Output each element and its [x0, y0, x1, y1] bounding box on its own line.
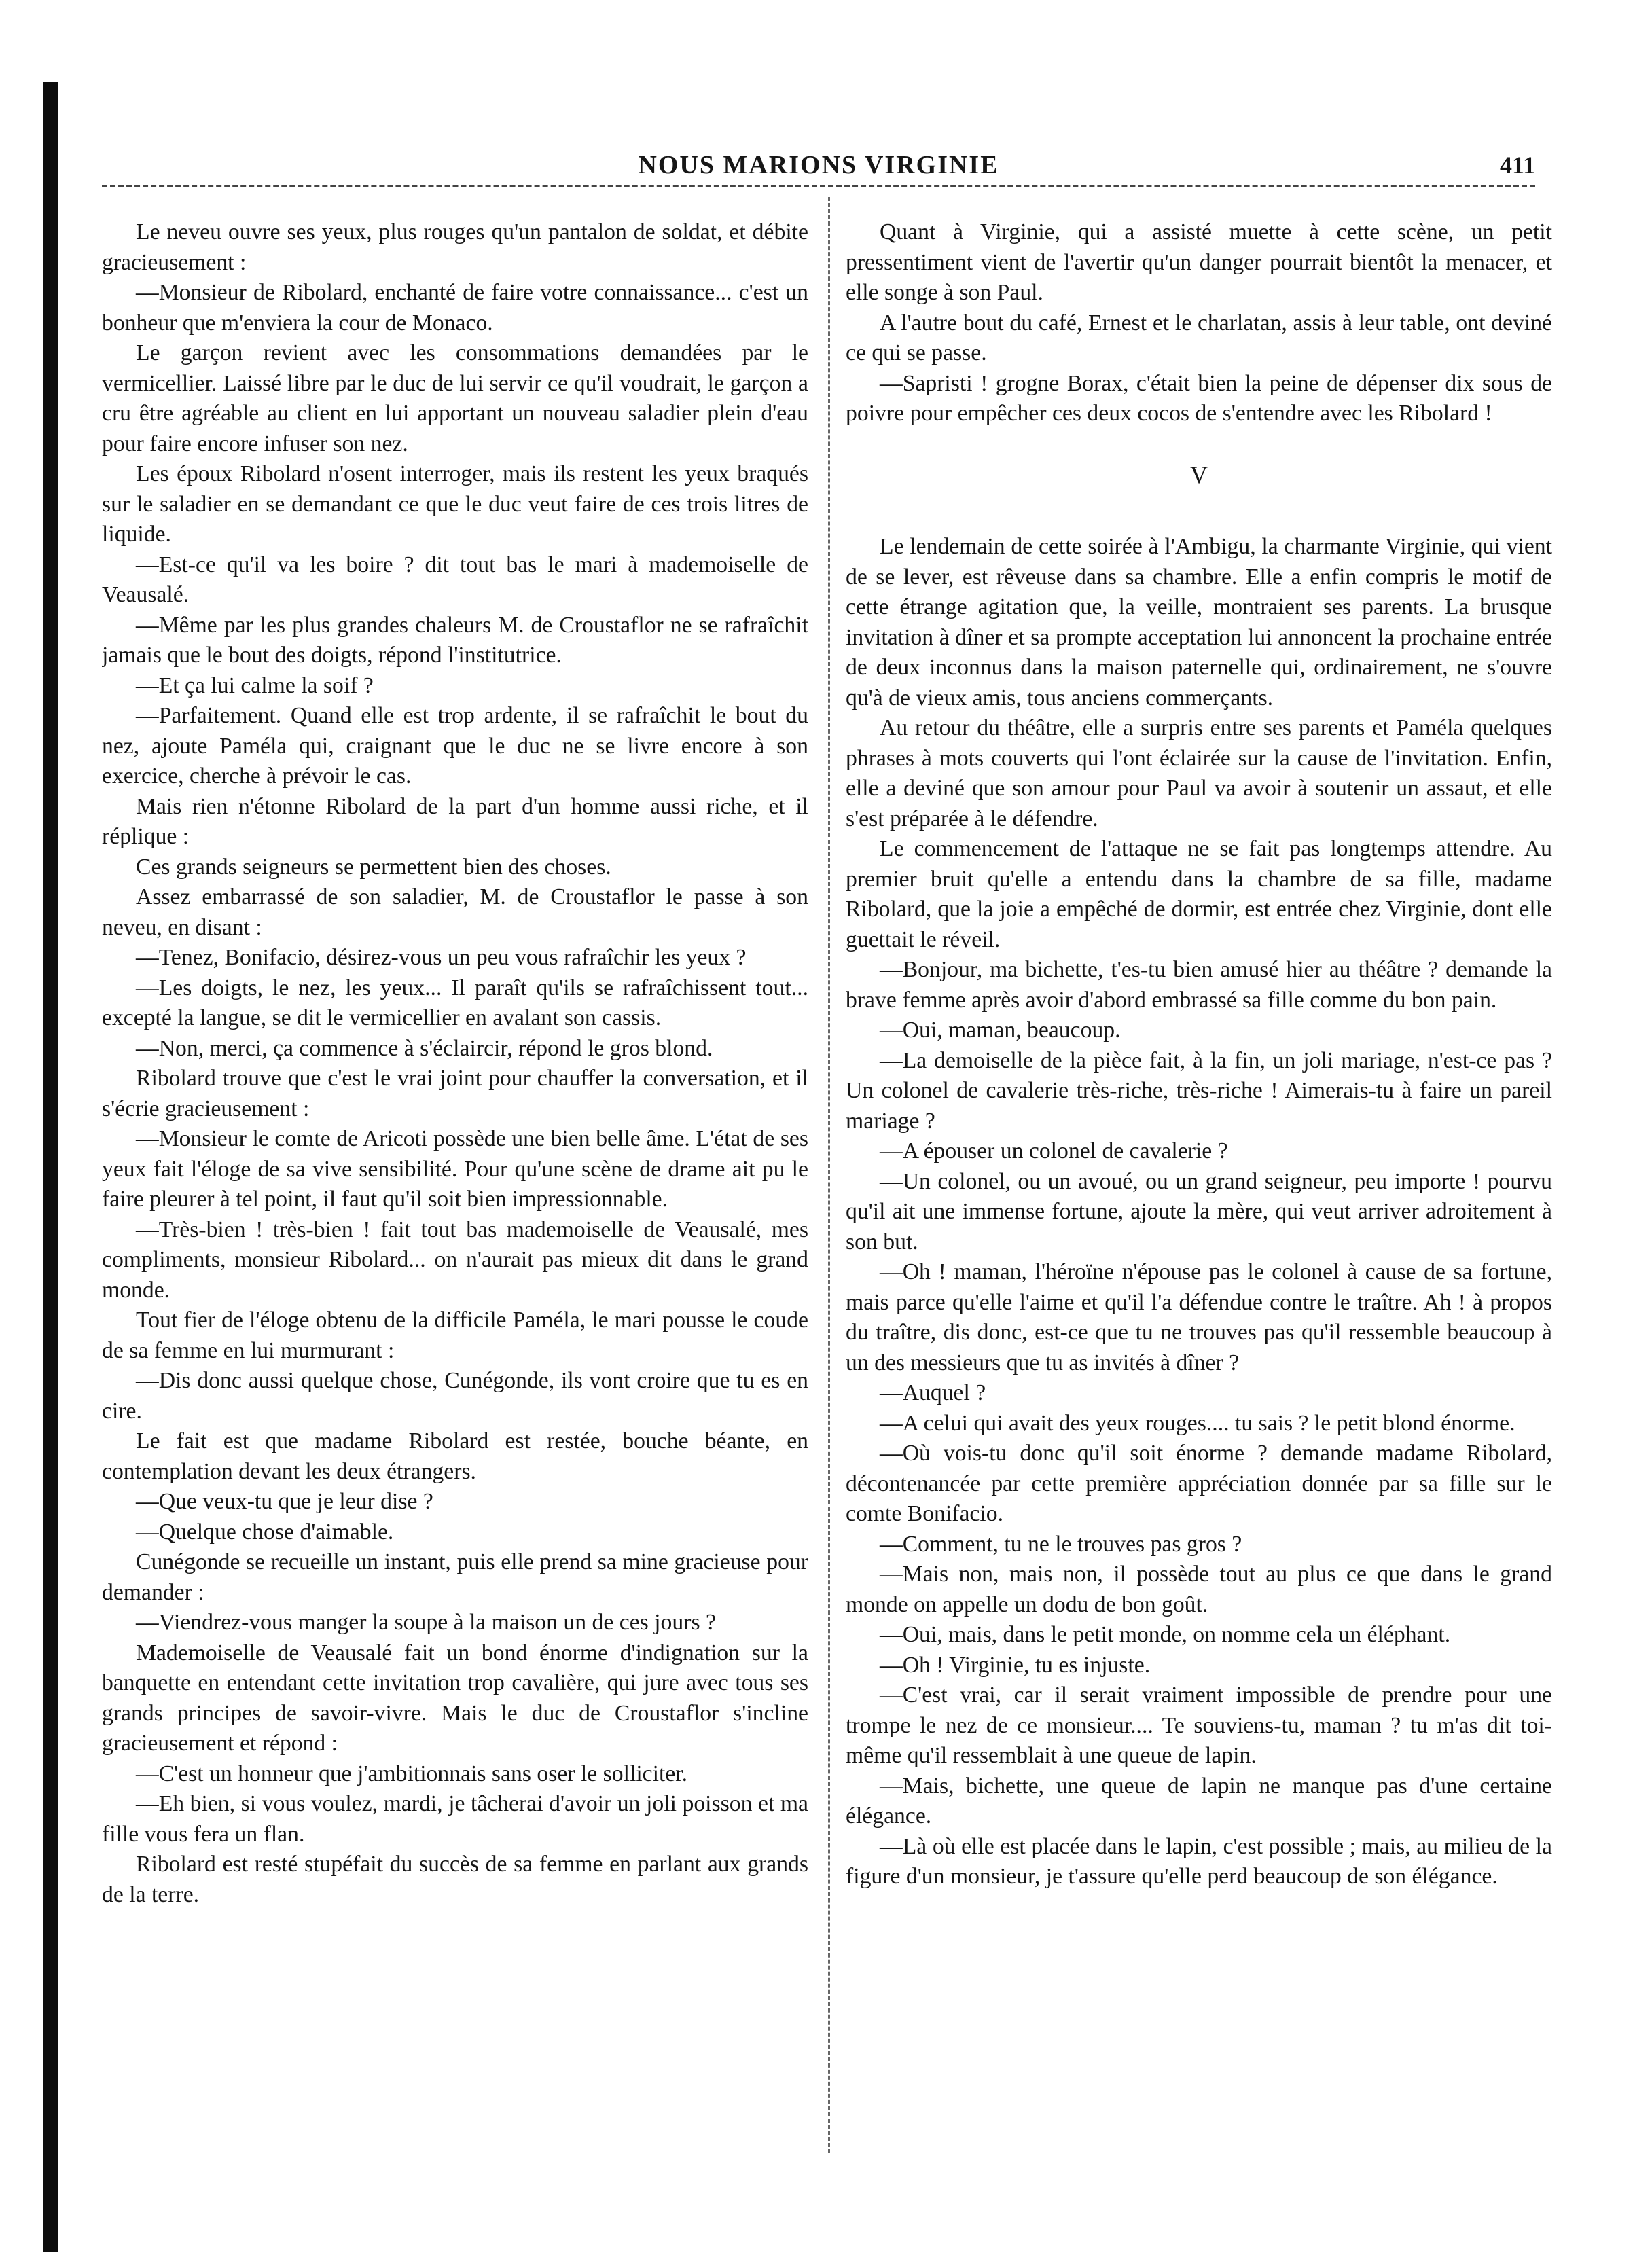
paragraph: —Et ça lui calme la soif ? [136, 672, 374, 698]
paragraph: —Oui, maman, beaucoup. [880, 1017, 1121, 1043]
paragraph: —Mais, bichette, une queue de lapin ne manque pas d'une certaine élégance. [846, 1773, 1552, 1828]
paragraph: Le neveu ouvre ses yeux, plus rouges qu'un pantalon de soldat, et débite gracieusement : [102, 219, 808, 275]
paragraph: —Mais non, mais non, il possède tout au plus ce que dans le grand monde on appelle un dodu de bon goût. [846, 1562, 1552, 1617]
paragraph: Le commencement de l'attaque ne se fait pas longtemps attendre. Au premier bruit qu'elle a entendu dans la chambre de sa fille, madame Ribolard, que la joie a empêché de dormir, est entrée chez Virginie, dont elle guettait le réveil. [846, 836, 1552, 952]
paragraph: —Dis donc aussi quelque chose, Cunégonde, ils vont croire que tu es en cire. [102, 1368, 808, 1424]
paragraph: —Là où elle est placée dans le lapin, c'est possible ; mais, au milieu de la figure d'un monsieur, je t'assure qu'elle perd beaucoup de son élégance. [846, 1833, 1552, 1889]
paragraph: Ribolard est resté stupéfait du succès de sa femme en parlant aux grands de la terre. [102, 1852, 808, 1907]
paragraph: —Quelque chose d'aimable. [136, 1519, 394, 1545]
paragraph: —Sapristi ! grogne Borax, c'était bien la peine de dépenser dix sous de poivre pour empêcher ces deux cocos de s'entendre avec les Ribolard ! [846, 370, 1552, 426]
page-number: 411 [1499, 151, 1535, 179]
paragraph: —Monsieur de Ribolard, enchanté de faire votre connaissance... c'est un bonheur que m'enviera la cour de Monaco. [102, 280, 808, 336]
paragraph: —Eh bien, si vous voulez, mardi, je tâcherai d'avoir un joli poisson et ma fille vous fera un flan. [102, 1791, 808, 1847]
paragraph: —A celui qui avait des yeux rouges.... tu sais ? le petit blond énorme. [880, 1410, 1515, 1436]
paragraph: —Auquel ? [880, 1380, 986, 1405]
paragraph: —Viendrez-vous manger la soupe à la maison un de ces jours ? [136, 1610, 716, 1635]
paragraph: —C'est vrai, car il serait vraiment impossible de prendre pour une trompe le nez de ce monsieur.... Te souviens-tu, maman ? tu m'as dit toi-même qu'il ressemblait à une queue de lapin. [846, 1682, 1552, 1768]
column-divider [828, 197, 830, 2153]
paragraph: —Oui, mais, dans le petit monde, on nomme cela un éléphant. [880, 1622, 1451, 1647]
paragraph: Mais rien n'étonne Ribolard de la part d'un homme aussi riche, et il réplique : [102, 793, 808, 849]
page-header [102, 148, 1535, 182]
paragraph: A l'autre bout du café, Ernest et le charlatan, assis à leur table, ont deviné ce qui se passe. [846, 310, 1552, 365]
paragraph: Les époux Ribolard n'osent interroger, mais ils restent les yeux braqués sur le saladier en se demandant ce que le duc veut faire de ces trois litres de liquide. [102, 461, 808, 547]
paragraph: —C'est un honneur que j'ambitionnais sans oser le solliciter. [136, 1761, 688, 1786]
paragraph: —Un colonel, ou un avoué, ou un grand seigneur, peu importe ! pourvu qu'il ait une immense fortune, ajoute la mère, qui veut arriver adroitement à son but. [846, 1168, 1552, 1255]
paragraph: —Les doigts, le nez, les yeux... Il paraît qu'ils se rafraîchissent tout... excepté la langue, se dit le vermicellier en avalant son cassis. [102, 975, 808, 1030]
paragraph: —Comment, tu ne le trouves pas gros ? [880, 1531, 1242, 1557]
paragraph: Le lendemain de cette soirée à l'Ambigu, la charmante Virginie, qui vient de se lever, est rêveuse dans sa chambre. Elle a enfin compris le motif de cette étrange agitation que, la veille, montraient ses parents. La brusque invitation à dîner et sa prompte acceptation lui annoncent la prochaine entrée de deux inconnus dans la maison paternelle qui, ordinairement, ne s'ouvre qu'à de vieux amis, tous anciens commerçants. [846, 534, 1552, 710]
paragraph: Au retour du théâtre, elle a surpris entre ses parents et Paméla quelques phrases à mots couverts qui l'ont éclairée sur la cause de l'invitation. Enfin, elle a deviné que son amour pour Paul va avoir à soutenir un assaut, et elle s'est préparée à le défendre. [846, 715, 1552, 831]
paragraph: —Oh ! Virginie, tu es injuste. [880, 1652, 1151, 1678]
paragraph: Quant à Virginie, qui a assisté muette à cette scène, un petit pressentiment vient de l'avertir qu'un danger pourrait bientôt la menacer, et elle songe à son Paul. [846, 219, 1552, 305]
paragraph: —La demoiselle de la pièce fait, à la fin, un joli mariage, n'est-ce pas ? Un colonel de cavalerie très-riche, très-riche ! Aimerais-tu à faire un pareil mariage ? [846, 1047, 1552, 1134]
left-column [102, 217, 808, 2228]
paragraph: —Où vois-tu donc qu'il soit énorme ? demande madame Ribolard, décontenancée par cette première appréciation donnée par sa fille sur le comte Bonifacio. [846, 1441, 1552, 1526]
paragraph: —Oh ! maman, l'héroïne n'épouse pas le colonel à cause de sa fortune, mais parce qu'elle l'aime et qu'il l'a défendue contre le traître. Ah ! à propos du traître, dis donc, est-ce que tu ne trouves pas qu'il ressemble beaucoup à un des messieurs que tu as invités à dîner ? [846, 1259, 1552, 1375]
paragraph: —Monsieur le comte de Aricoti possède une bien belle âme. L'état de ses yeux fait l'éloge de sa vive sensibilité. Pour qu'une scène de drame ait pu le faire pleurer à tel point, il faut qu'il soit bien impressionnable. [102, 1126, 808, 1212]
paragraph: —Est-ce qu'il va les boire ? dit tout bas le mari à mademoiselle de Veausalé. [102, 552, 808, 607]
paragraph: —Tenez, Bonifacio, désirez-vous un peu vous rafraîchir les yeux ? [136, 945, 747, 970]
paragraph: Tout fier de l'éloge obtenu de la difficile Paméla, le mari pousse le coude de sa femme en lui murmurant : [102, 1308, 808, 1363]
paragraph: Ces grands seigneurs se permettent bien des choses. [136, 854, 611, 880]
paragraph: Mademoiselle de Veausalé fait un bond énorme d'indignation sur la banquette en entendant cette invitation trop cavalière, qui jure avec tous ses grands principes de savoir-vivre. Mais le duc de Croustaflor s'incline gracieusement et répond : [102, 1640, 808, 1756]
section-heading: V [1190, 461, 1208, 488]
header-rule [102, 185, 1535, 187]
paragraph: —A épouser un colonel de cavalerie ? [880, 1138, 1228, 1164]
paragraph: —Très-bien ! très-bien ! fait tout bas mademoiselle de Veausalé, mes compliments, monsieur Ribolard... on n'aurait pas mieux dit dans le grand monde. [102, 1216, 808, 1303]
paragraph: —Que veux-tu que je leur dise ? [136, 1489, 433, 1514]
paragraph: Le garçon revient avec les consommations demandées par le vermicellier. Laissé libre par le duc de lui servir ce qu'il voudrait, le garçon a cru être agréable au client en lui apportant un nouveau saladier plein d'eau pour faire encore infuser son nez. [102, 340, 808, 456]
paragraph: Ribolard trouve que c'est le vrai joint pour chauffer la conversation, et il s'écrie gracieusement : [102, 1066, 808, 1121]
scan-edge-shadow [43, 82, 58, 2252]
paragraph: —Bonjour, ma bichette, t'es-tu bien amusé hier au théâtre ? demande la brave femme après avoir d'abord embrassé sa fille comme du bon pain. [846, 957, 1552, 1013]
right-column [846, 217, 1552, 2228]
paragraph: —Parfaitement. Quand elle est trop ardente, il se rafraîchit le bout du nez, ajoute Paméla qui, craignant que le duc ne se livre encore à son exercice, cherche à prévoir le cas. [102, 703, 808, 789]
paragraph: Assez embarrassé de son saladier, M. de Croustaflor le passe à son neveu, en disant : [102, 884, 808, 940]
paragraph: Cunégonde se recueille un instant, puis elle prend sa mine gracieuse pour demander : [102, 1549, 808, 1605]
running-title: NOUS MARIONS VIRGINIE [638, 151, 999, 179]
paragraph: —Non, merci, ça commence à s'éclaircir, répond le gros blond. [136, 1035, 713, 1061]
paragraph: Le fait est que madame Ribolard est restée, bouche béante, en contemplation devant les deux étrangers. [102, 1428, 808, 1484]
paragraph: —Même par les plus grandes chaleurs M. de Croustaflor ne se rafraîchit jamais que le bout des doigts, répond l'institutrice. [102, 612, 808, 668]
